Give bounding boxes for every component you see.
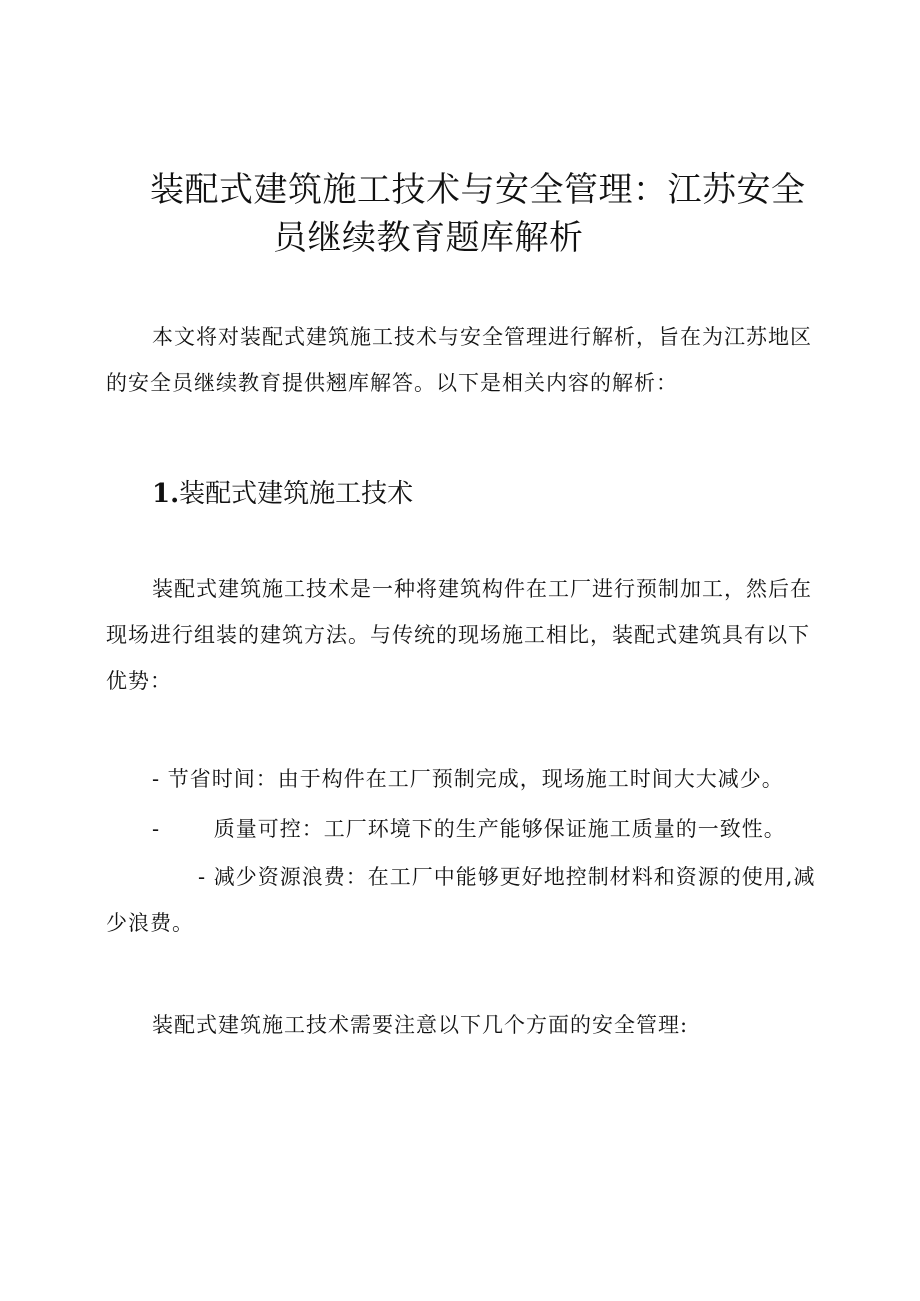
bullet-text: 减少资源浪费：在工厂中能够更好地控制材料和资源的使用,减少浪费。 [106,865,816,935]
bullet-dash: - [152,767,161,791]
title-line-2: 员继续教育题库解析 [273,218,584,258]
intro-paragraph: 本文将对装配式建筑施工技术与安全管理进行解析，旨在为江苏地区的安全员继续教育提供翘库解答。以下是相关内容的解析： [106,325,812,395]
bullet-dash: - [152,817,161,841]
title-line-1: 装配式建筑施工技术与安全管理：江苏安全 [150,170,806,210]
bullet-dash: - [198,865,207,889]
section-heading [152,474,413,514]
section-heading-text: 装配式建筑施工技术 [179,479,414,509]
bullet-text: 质量可控：工厂环境下的生产能够保证施工质量的一致性。 [213,817,786,841]
bullet-item [106,854,820,946]
closing-paragraph: 装配式建筑施工技术需要注意以下几个方面的安全管理: [152,1013,689,1037]
bullet-item [106,756,820,802]
bullet-text: 节省时间：由于构件在工厂预制完成，现场施工时间大大减少。 [167,767,784,791]
section-number: 1. [152,479,180,509]
bullet-item [106,806,820,852]
section-paragraph: 装配式建筑施工技术是一种将建筑构件在工厂进行预制加工，然后在现场进行组装的建筑方法。与传统的现场施工相比，装配式建筑具有以下优势： [106,577,812,693]
document-title [150,166,810,262]
